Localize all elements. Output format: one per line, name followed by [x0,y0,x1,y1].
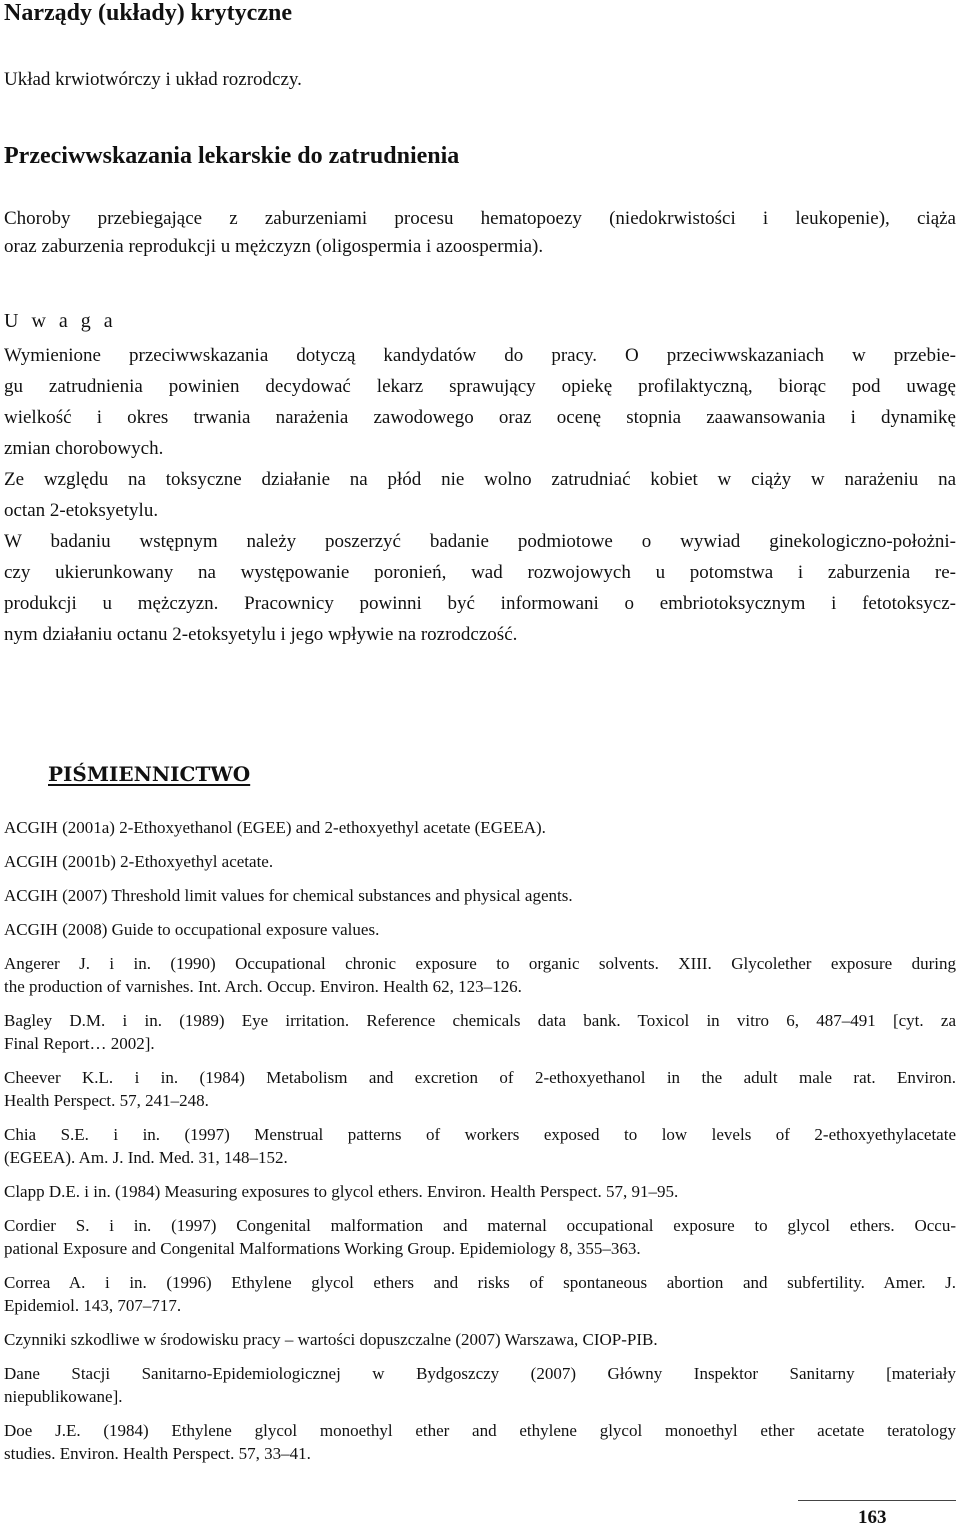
reference-item [4,918,956,941]
critical-organs-heading: Narządy (układy) krytyczne [4,0,292,26]
reference-line: Cordier S. i in. (1997) Congenital malformation and maternal occupational exposure to glycol ethers. Occu- [4,1216,956,1235]
footer-divider [798,1500,956,1501]
reference-line: Czynniki szkodliwe w środowisku pracy – wartości dopuszczalne (2007) Warszawa, CIOP-PIB. [4,1330,658,1349]
note-line: czy ukierunkowany na występowanie poronień, wad rozwojowych u potomstwa i zaburzenia re- [4,562,956,583]
note-line: gu zatrudnienia powinien decydować lekarz sprawujący opiekę profilaktyczną, biorąc pod uwagę [4,376,956,397]
contraindications-text [4,205,956,261]
reference-item [4,1009,956,1055]
reference-item [4,1066,956,1112]
reference-line: Chia S.E. i in. (1997) Menstrual patterns of workers exposed to low levels of 2-ethoxyethylacetate [4,1125,956,1144]
reference-item [4,1180,956,1203]
note-line: Wymienione przeciwwskazania dotyczą kandydatów do pracy. O przeciwwskazaniach w przebie- [4,345,956,366]
reference-item [4,1328,956,1351]
note-line: Ze względu na toksyczne działanie na płód nie wolno zatrudniać kobiet w ciąży w narażeniu na [4,469,956,490]
reference-line: niepublikowane]. [4,1387,123,1406]
contraindications-line: oraz zaburzenia reprodukcji u mężczyzn (oligospermia i azoospermia). [4,236,544,257]
note-line: produkcji u mężczyzn. Pracownicy powinni być informowani o embriotoksycznym i fetotoksycz- [4,593,956,614]
reference-line: pational Exposure and Congenital Malformations Working Group. Epidemiology 8, 355–363. [4,1239,641,1258]
reference-line: Correa A. i in. (1996) Ethylene glycol ethers and risks of spontaneous abortion and subfertility. Amer. J. [4,1273,956,1292]
reference-line: Doe J.E. (1984) Ethylene glycol monoethyl ether and ethylene glycol monoethyl ether acetate teratology [4,1421,956,1440]
note-line: zmian chorobowych. [4,438,164,459]
reference-line: Final Report… 2002]. [4,1034,155,1053]
page-number: 163 [858,1507,887,1528]
reference-line: ACGIH (2007) Threshold limit values for chemical substances and physical agents. [4,886,573,905]
note-text [4,340,956,650]
reference-item [4,816,956,839]
reference-line: the production of varnishes. Int. Arch. Occup. Environ. Health 62, 123–126. [4,977,522,996]
reference-item [4,952,956,998]
reference-line: Dane Stacji Sanitarno-Epidemiologicznej w Bydgoszczy (2007) Główny Inspektor Sanitarny [materiały [4,1364,956,1383]
note-line: wielkość i okres trwania narażenia zawodowego oraz ocenę stopnia zaawansowania i dynamikę [4,407,956,428]
reference-item [4,1362,956,1408]
note-label: U w a g a [4,310,117,332]
reference-item [4,1271,956,1317]
note-line: nym działaniu octanu 2-etoksyetylu i jego wpływie na rozrodczość. [4,624,518,645]
reference-line: Epidemiol. 143, 707–717. [4,1296,182,1315]
note-line: octan 2-etoksyetylu. [4,500,159,521]
reference-item [4,1214,956,1260]
reference-item [4,850,956,873]
reference-item [4,884,956,907]
reference-line: studies. Environ. Health Perspect. 57, 33–41. [4,1444,311,1463]
reference-line: ACGIH (2008) Guide to occupational exposure values. [4,920,380,939]
references-heading: PIŚMIENNICTWO [48,762,251,786]
reference-line: (EGEEA). Am. J. Ind. Med. 31, 148–152. [4,1148,288,1167]
contraindications-heading: Przeciwwskazania lekarskie do zatrudnienia [4,143,460,169]
reference-line: Clapp D.E. i in. (1984) Measuring exposures to glycol ethers. Environ. Health Perspect. 57, 91–95. [4,1182,679,1201]
reference-line: Health Perspect. 57, 241–248. [4,1091,209,1110]
reference-line: Cheever K.L. i in. (1984) Metabolism and excretion of 2-ethoxyethanol in the adult male rat. Environ. [4,1068,956,1087]
critical-organs-text: Układ krwiotwórczy i układ rozrodczy. [4,69,302,90]
note-line: W badaniu wstępnym należy poszerzyć badanie podmiotowe o wywiad ginekologiczno-położni- [4,531,956,552]
reference-line: Bagley D.M. i in. (1989) Eye irritation. Reference chemicals data bank. Toxicol in vitro 6, 487–491 [cyt. za [4,1011,956,1030]
reference-line: ACGIH (2001a) 2-Ethoxyethanol (EGEE) and 2-ethoxyethyl acetate (EGEEA). [4,818,546,837]
reference-line: Angerer J. i in. (1990) Occupational chronic exposure to organic solvents. XIII. Glycolether exposure during [4,954,956,973]
reference-item [4,1419,956,1465]
contraindications-line: Choroby przebiegające z zaburzeniami procesu hematopoezy (niedokrwistości i leukopenie), ciąża [4,208,956,229]
reference-item [4,1123,956,1169]
reference-line: ACGIH (2001b) 2-Ethoxyethyl acetate. [4,852,274,871]
references-list [4,816,956,1476]
